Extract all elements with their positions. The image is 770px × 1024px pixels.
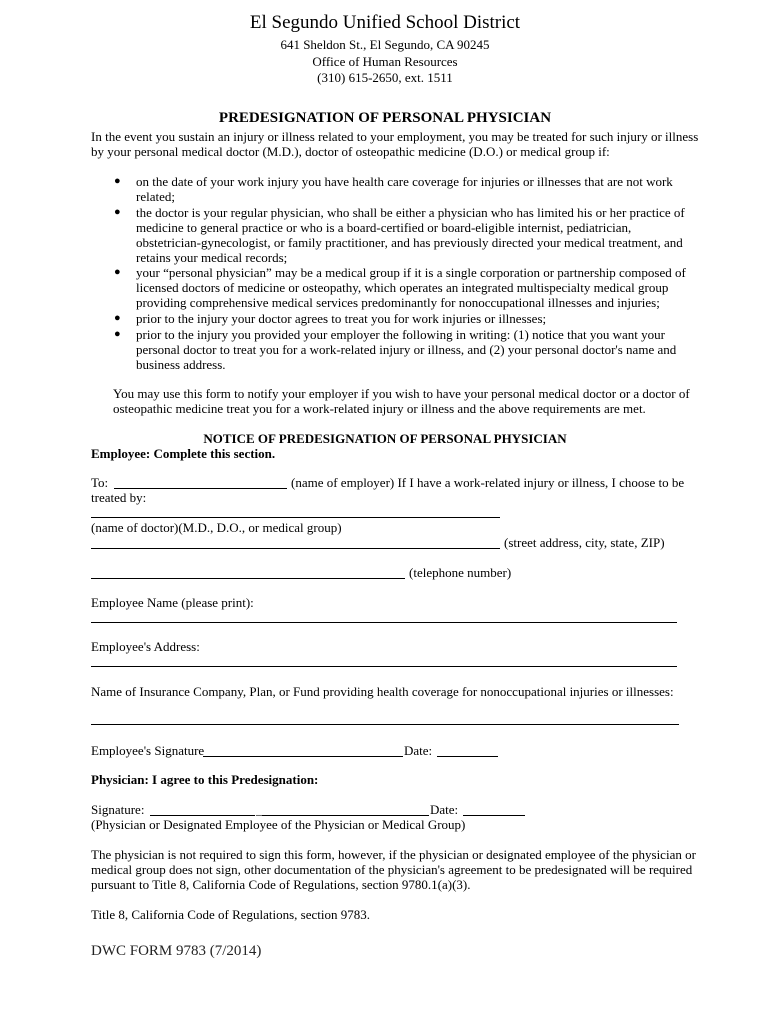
bullet-icon: ● <box>114 266 121 278</box>
district-name: El Segundo Unified School District <box>249 12 521 33</box>
district-address: 641 Sheldon St., El Segundo, CA 90245 <box>280 37 490 52</box>
employer-name-field[interactable] <box>114 488 287 489</box>
treated-by-label: treated by: <box>91 490 147 505</box>
list-item: medicine to general practice or who is a board-certified or board-eligible internist, pediatrician, <box>136 220 632 235</box>
employee-signature-field[interactable] <box>203 756 403 757</box>
telephone-field[interactable] <box>91 578 405 579</box>
list-item: prior to the injury your doctor agrees to treat you for work injuries or illnesses; <box>136 311 547 326</box>
list-item: related; <box>136 189 175 204</box>
bullet-icon: ● <box>114 206 121 218</box>
regulation-reference: Title 8, California Code of Regulations, section 9783. <box>91 907 370 922</box>
street-address-field[interactable] <box>91 548 500 549</box>
physician-signature-label: Signature: <box>91 802 145 817</box>
form-id: DWC FORM 9783 (7/2014) <box>91 943 262 959</box>
employee-address-label: Employee's Address: <box>91 639 200 654</box>
notify-line: osteopathic medicine treat you for a work-related injury or illness and the above requirements are met. <box>113 401 646 416</box>
employee-name-label: Employee Name (please print): <box>91 595 254 610</box>
footnote-line: medical group does not sign, other documentation of the physician's agreement to be predesignated will be required <box>91 862 693 877</box>
list-item: your “personal physician” may be a medical group if it is a single corporation or partnership composed of <box>136 265 686 280</box>
employee-name-field[interactable] <box>91 622 677 623</box>
intro-line: by your personal medical doctor (M.D.), doctor of osteopathic medicine (D.O.) or medical group if: <box>91 144 610 159</box>
doctor-name-label: (name of doctor)(M.D., D.O., or medical group) <box>91 520 342 535</box>
list-item: obstetrician-gynecologist, or family practitioner, and has previously directed your medical treatment, and <box>136 235 683 250</box>
telephone-label: (telephone number) <box>409 565 512 580</box>
office-phone: (310) 615-2650, ext. 1511 <box>317 70 453 85</box>
physician-date-label: Date: <box>430 802 459 817</box>
employee-date-field[interactable] <box>437 756 498 757</box>
list-item: retains your medical records; <box>136 250 288 265</box>
insurance-field[interactable] <box>91 724 679 725</box>
employee-signature-label: Employee's Signature <box>91 743 205 758</box>
list-item: the doctor is your regular physician, who shall be either a physician who has limited his or her practice of <box>136 205 685 220</box>
bullet-icon: ● <box>114 175 121 187</box>
physician-heading: Physician: I agree to this Predesignation: <box>91 772 319 787</box>
physician-date-field[interactable] <box>463 815 525 816</box>
to-suffix: (name of employer) If I have a work-related injury or illness, I choose to be <box>291 475 685 490</box>
list-item: prior to the injury you provided your employer the following in writing: (1) notice that you want your <box>136 327 665 342</box>
to-label: To: <box>91 475 109 490</box>
list-item: licensed doctors of medicine or osteopathy, which operates an integrated multispecialty medical group <box>136 280 669 295</box>
bullet-icon: ● <box>114 312 121 324</box>
employee-date-label: Date: <box>404 743 433 758</box>
notice-heading: NOTICE OF PREDESIGNATION OF PERSONAL PHYSICIAN <box>203 431 567 446</box>
employee-address-field[interactable] <box>91 666 677 667</box>
footnote-line: pursuant to Title 8, California Code of Regulations, section 9780.1(a)(3). <box>91 877 471 892</box>
bullet-icon: ● <box>114 328 121 340</box>
signature-separator: _ <box>256 802 263 817</box>
physician-signature-field[interactable] <box>150 815 255 816</box>
physician-signature-field-2[interactable] <box>262 815 429 816</box>
footnote-line: The physician is not required to sign this form, however, if the physician or designated employee of the physician or <box>91 847 696 862</box>
office-name: Office of Human Resources <box>312 54 458 69</box>
physician-note: (Physician or Designated Employee of the Physician or Medical Group) <box>91 817 466 832</box>
list-item: personal doctor to treat you for a work-related injury or illness, and (2) your personal doctor's name and <box>136 342 677 357</box>
list-item: on the date of your work injury you have health care coverage for injuries or illnesses that are not work <box>136 174 673 189</box>
street-address-label: (street address, city, state, ZIP) <box>504 535 665 550</box>
doctor-name-field[interactable] <box>91 517 500 518</box>
list-item: providing comprehensive medical services predominantly for nonoccupational illnesses and injuries; <box>136 295 660 310</box>
notify-line: You may use this form to notify your employer if you wish to have your personal medical doctor or a doctor of <box>113 386 690 401</box>
insurance-label: Name of Insurance Company, Plan, or Fund providing health coverage for nonoccupational injuries or illnesses: <box>91 684 674 699</box>
form-title: PREDESIGNATION OF PERSONAL PHYSICIAN <box>218 110 552 126</box>
employee-section-heading: Employee: Complete this section. <box>91 446 276 461</box>
list-item: business address. <box>136 357 226 372</box>
intro-line: In the event you sustain an injury or illness related to your employment, you may be treated for such injury or illness <box>91 129 699 144</box>
